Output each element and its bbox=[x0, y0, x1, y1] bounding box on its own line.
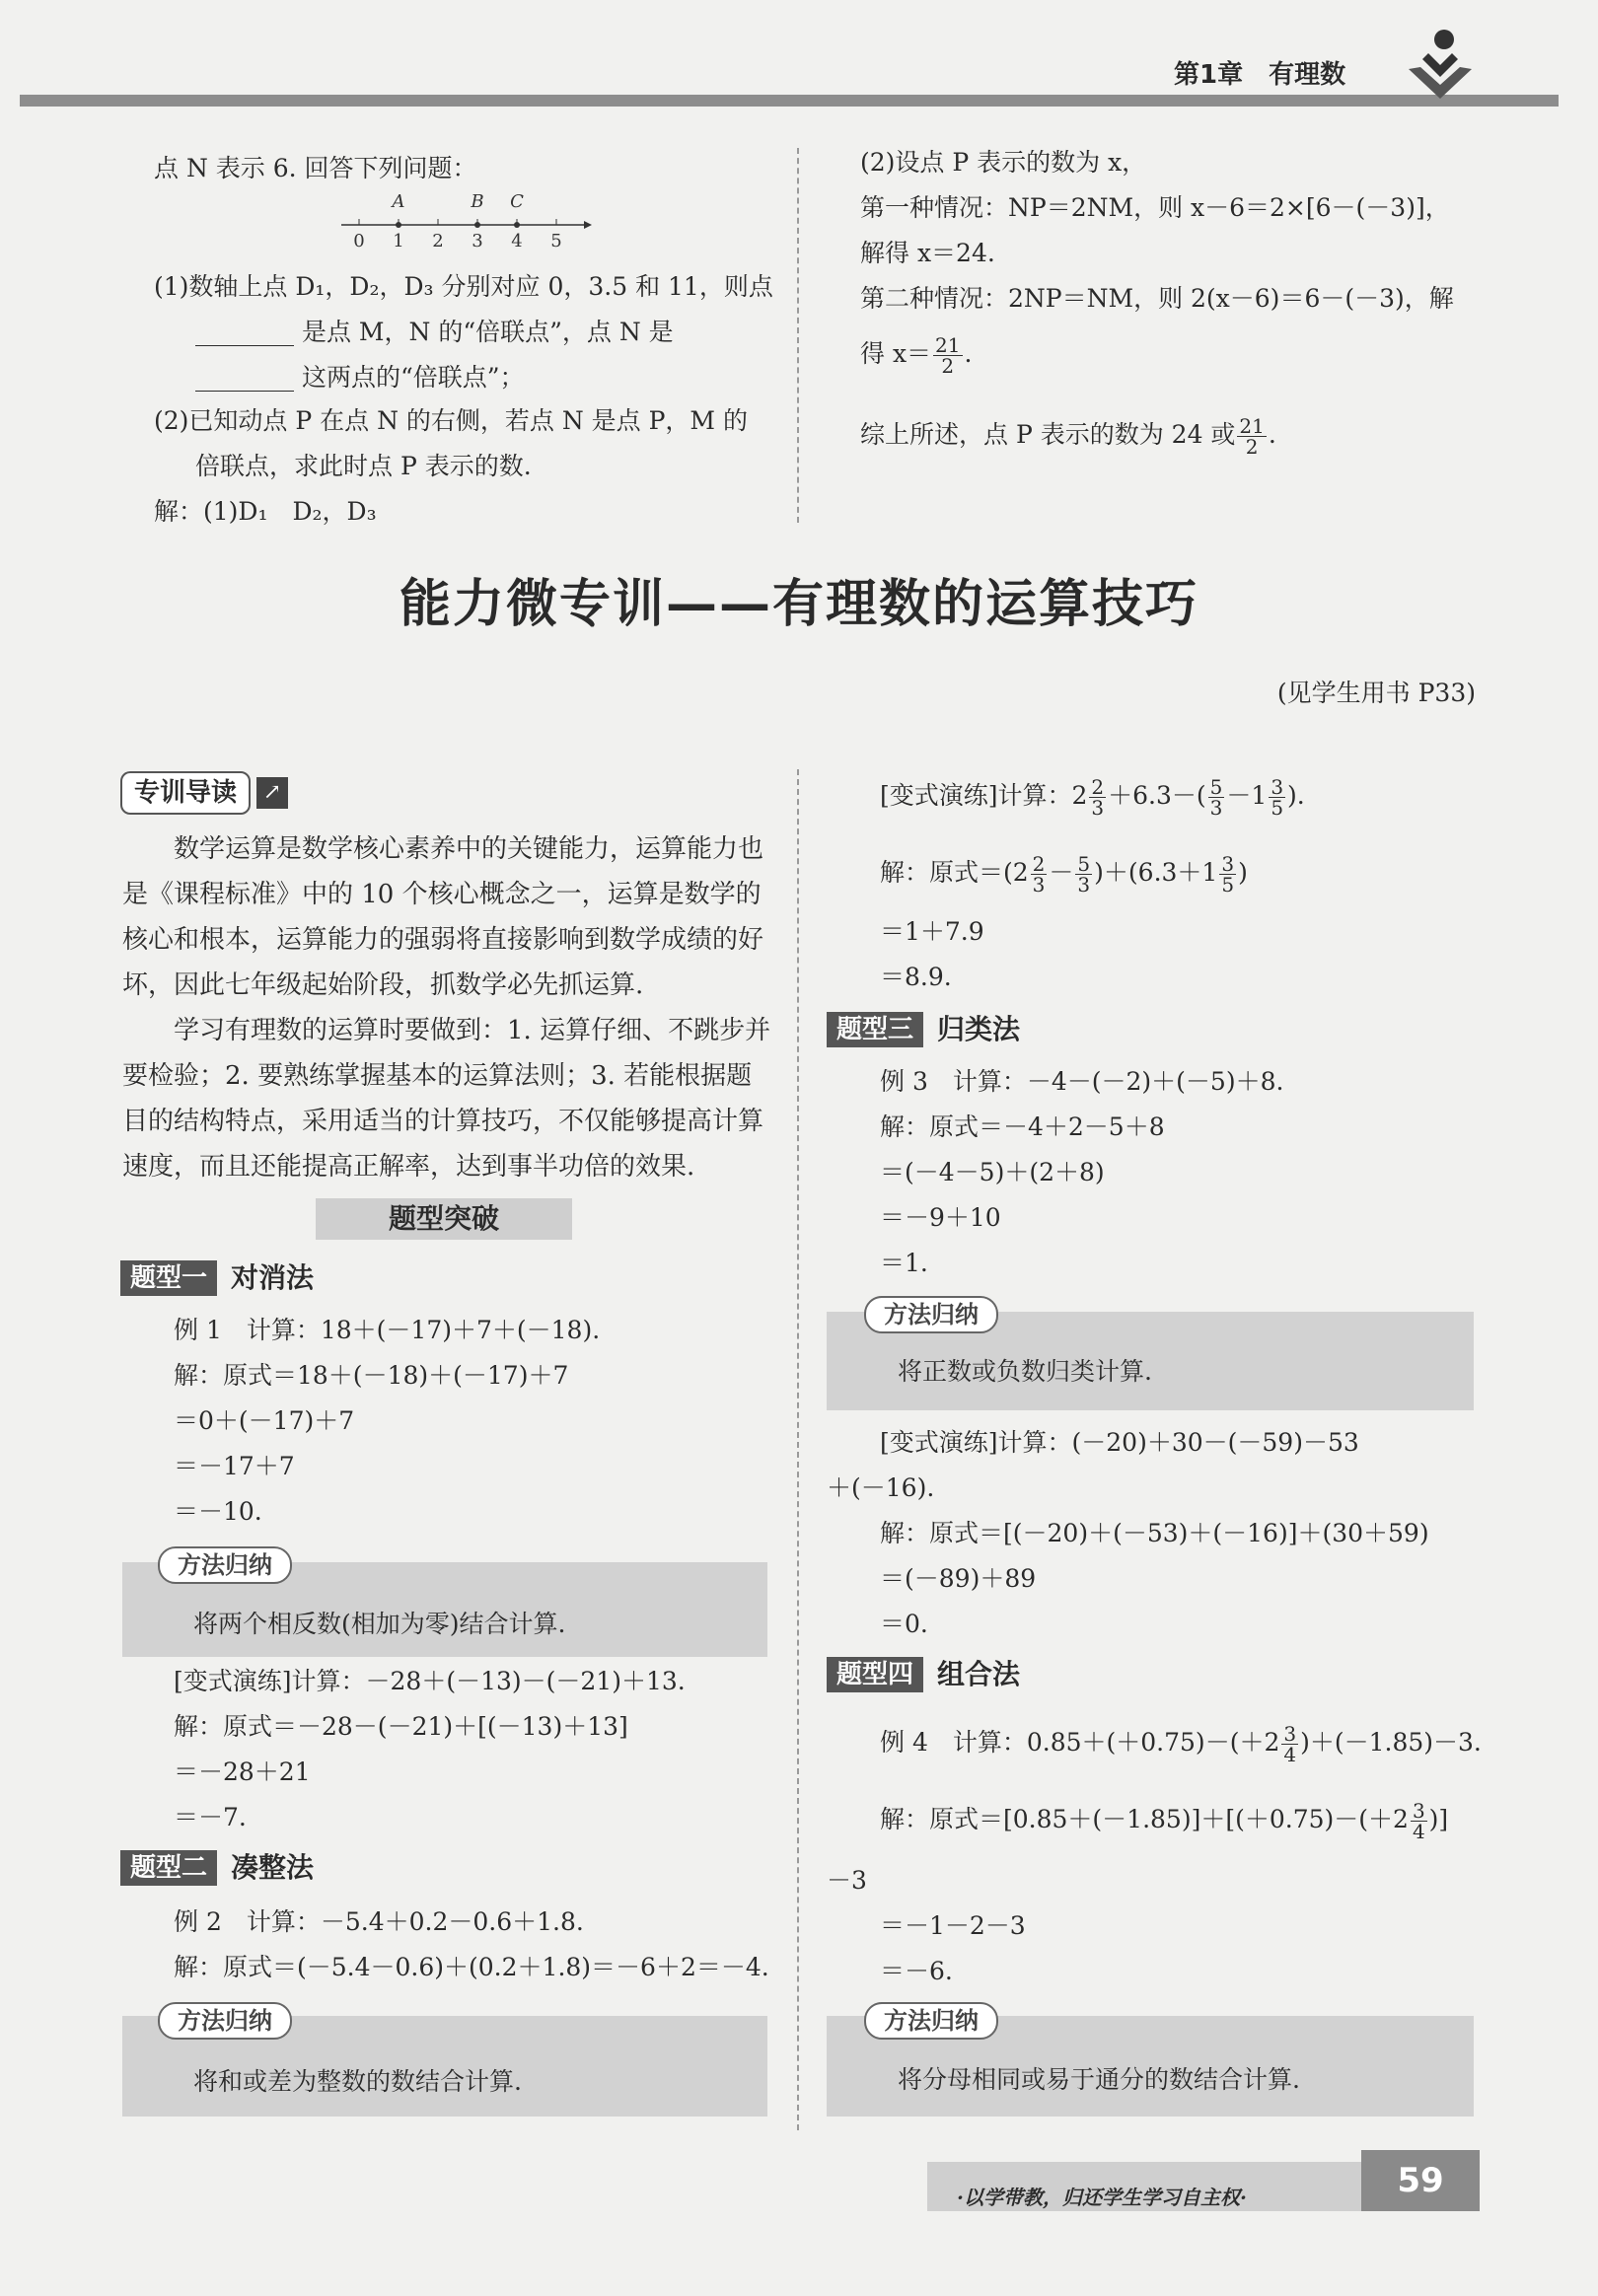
solution-line: 解：原式＝－28－(－21)＋[(－13)＋13] bbox=[174, 1712, 628, 1741]
fraction: $\frac{5}{3}$ bbox=[1209, 775, 1223, 820]
method-text: 将两个相反数(相加为零)结合计算. bbox=[193, 1610, 566, 1638]
question-2-line: 倍联点，求此时点 P 表示的数. bbox=[195, 452, 532, 480]
tick-label: 1 bbox=[393, 231, 404, 251]
tick-label: 3 bbox=[472, 231, 483, 251]
variant-exercise: ＋(－16). bbox=[827, 1473, 935, 1502]
solution-line: ＝－6. bbox=[880, 1957, 953, 1985]
solution-line: ＝0. bbox=[880, 1610, 928, 1638]
fraction: $\frac{3}{4}$ bbox=[1412, 1799, 1425, 1843]
type-3-heading bbox=[827, 1012, 1020, 1047]
solution-line: ＝(－89)＋89 bbox=[880, 1564, 1037, 1593]
number-line bbox=[335, 187, 592, 251]
section-banner: 题型突破 bbox=[316, 1198, 572, 1240]
method-tag: 方法归纳 bbox=[864, 2002, 998, 2040]
tick-label: 5 bbox=[550, 231, 562, 251]
intro-tag-group bbox=[120, 771, 288, 815]
tick-label: 2 bbox=[432, 231, 444, 251]
fraction: $\frac{21}{2}$ bbox=[935, 333, 961, 378]
variant-exercise: [变式演练]计算：－28＋(－13)－(－21)＋13. bbox=[174, 1667, 686, 1695]
solution-line: 解：原式＝(－5.4－0.6)＋(0.2＋1.8)＝－6＋2＝－4. bbox=[174, 1953, 769, 1981]
point-label: A bbox=[392, 191, 405, 212]
variant-exercise: [变式演练]计算：2 $\frac{2}{3}$ ＋6.3－( $\frac{5}{3}$ －1 $\frac{3}{5}$ ). bbox=[880, 775, 1305, 820]
answer-2-line: (2)设点 P 表示的数为 x， bbox=[860, 148, 1147, 177]
method-text: 将正数或负数归类计算. bbox=[898, 1357, 1152, 1386]
point-label: B bbox=[471, 191, 484, 212]
example-3: 例 3 计算：－4－(－2)＋(－5)＋8. bbox=[880, 1067, 1284, 1096]
solution-line: 解：原式＝[(－20)＋(－53)＋(－16)]＋(30＋59) bbox=[880, 1519, 1429, 1547]
solution-line: ＝1. bbox=[880, 1249, 928, 1277]
intro-paragraph-2: 学习有理数的运算时要做到：1. 运算仔细、不跳步并要检验；2. 要熟练掌握基本的运算法则；3. 若能根据题目的结构特点，采用适当的计算技巧，不仅能够提高计算速度，而且还能提高正解率，达到事半功倍的效果. bbox=[122, 1016, 771, 1182]
fraction: $\frac{3}{4}$ bbox=[1283, 1722, 1297, 1766]
solution-line: 解：原式＝(2 $\frac{2}{3}$ － $\frac{5}{3}$ )＋(6.3＋1 $\frac{3}{5}$ ) bbox=[880, 852, 1248, 897]
example-4: 例 4 计算：0.85＋(＋0.75)－(＋2 $\frac{3}{4}$ )＋(－1.85)－3. bbox=[880, 1722, 1482, 1766]
top-column-divider bbox=[797, 148, 799, 523]
intro-line: 点 N 表示 6. 回答下列问题： bbox=[154, 154, 477, 182]
solution-line: ＝0＋(－17)＋7 bbox=[174, 1406, 355, 1435]
variant-exercise: [变式演练]计算：(－20)＋30－(－59)－53 bbox=[880, 1428, 1359, 1457]
method-tag: 方法归纳 bbox=[864, 1296, 998, 1333]
tick-label: 4 bbox=[511, 231, 523, 251]
intro-tag: 专训导读 bbox=[120, 771, 251, 815]
type-2-heading bbox=[120, 1850, 314, 1886]
type-badge: 题型一 bbox=[120, 1260, 217, 1296]
answer-2-line: 第一种情况：NP＝2NM，则 x－6＝2×[6－(－3)]， bbox=[860, 193, 1450, 222]
solution-line: ＝－1－2－3 bbox=[880, 1911, 1026, 1940]
solution-line: ＝8.9. bbox=[880, 963, 952, 991]
example-2: 例 2 计算：－5.4＋0.2－0.6＋1.8. bbox=[174, 1907, 584, 1936]
answer-2-line: 得 x＝ $\frac{21}{2}$ . bbox=[860, 333, 973, 378]
solution-line: －3 bbox=[827, 1866, 867, 1895]
tick-label: 0 bbox=[353, 231, 365, 251]
solution-line: ＝－7. bbox=[174, 1803, 247, 1831]
answer-1: 解：(1)D₁ D₂，D₃ bbox=[154, 497, 377, 526]
fraction: $\frac{3}{5}$ bbox=[1221, 852, 1235, 897]
solution-line: ＝(－4－5)＋(2＋8) bbox=[880, 1158, 1105, 1186]
arrow-icon: ↗ bbox=[256, 777, 288, 809]
answer-2-line: 解得 x＝24. bbox=[860, 239, 995, 267]
solution-line: ＝－10. bbox=[174, 1497, 262, 1526]
method-tag: 方法归纳 bbox=[158, 1546, 292, 1584]
question-1-line: ________ 这两点的“倍联点”； bbox=[195, 363, 525, 392]
fraction: $\frac{21}{2}$ bbox=[1239, 414, 1265, 459]
method-tag: 方法归纳 bbox=[158, 2002, 292, 2040]
page-number: 59 bbox=[1361, 2150, 1480, 2211]
answer-2-conclusion: 综上所述，点 P 表示的数为 24 或 $\frac{21}{2}$ . bbox=[860, 414, 1276, 459]
type-name: 对消法 bbox=[231, 1261, 315, 1294]
header-bar bbox=[20, 95, 1559, 107]
type-name: 组合法 bbox=[937, 1658, 1021, 1690]
type-1-heading bbox=[120, 1260, 314, 1296]
main-column-divider bbox=[797, 769, 799, 2130]
type-badge: 题型四 bbox=[827, 1657, 923, 1692]
book-logo-icon bbox=[1401, 20, 1480, 108]
type-name: 归类法 bbox=[937, 1013, 1021, 1045]
reference-note: (见学生用书 P33) bbox=[1276, 679, 1476, 707]
question-1-line: ________ 是点 M，N 的“倍联点”，点 N 是 bbox=[195, 318, 674, 346]
solution-line: 解：原式＝－4＋2－5＋8 bbox=[880, 1112, 1165, 1141]
page-title: 能力微专训——有理数的运算技巧 bbox=[399, 575, 1198, 634]
question-1-line: (1)数轴上点 D₁，D₂，D₃ 分别对应 0，3.5 和 11，则点 bbox=[154, 272, 773, 301]
footer-slogan: ·以学带教，归还学生学习自主权· bbox=[957, 2186, 1247, 2209]
chapter-title: 第1章 有理数 bbox=[1174, 60, 1346, 90]
method-text: 将和或差为整数的数结合计算. bbox=[193, 2067, 522, 2096]
solution-line: ＝－28＋21 bbox=[174, 1758, 311, 1786]
type-badge: 题型三 bbox=[827, 1012, 923, 1047]
method-text: 将分母相同或易于通分的数结合计算. bbox=[898, 2065, 1300, 2094]
solution-line: 解：原式＝18＋(－18)＋(－17)＋7 bbox=[174, 1361, 569, 1390]
fraction: $\frac{3}{5}$ bbox=[1271, 775, 1284, 820]
fraction: $\frac{2}{3}$ bbox=[1091, 775, 1105, 820]
type-4-heading bbox=[827, 1657, 1020, 1692]
question-2-line: (2)已知动点 P 在点 N 的右侧，若点 N 是点 P，M 的 bbox=[154, 406, 748, 435]
solution-line: ＝－17＋7 bbox=[174, 1452, 295, 1480]
fraction: $\frac{5}{3}$ bbox=[1077, 852, 1091, 897]
point-label: C bbox=[510, 191, 524, 212]
fraction: $\frac{2}{3}$ bbox=[1032, 852, 1046, 897]
intro-paragraph-1: 数学运算是数学核心素养中的关键能力，运算能力也是《课程标准》中的 10 个核心概念之一，运算是数学的核心和根本，运算能力的强弱将直接影响到数学成绩的好坏，因此七年级起始阶段，抓数学必先抓运算. bbox=[122, 834, 764, 1000]
example-1: 例 1 计算：18＋(－17)＋7＋(－18). bbox=[174, 1316, 601, 1344]
solution-line: ＝1＋7.9 bbox=[880, 917, 984, 946]
solution-line: 解：原式＝[0.85＋(－1.85)]＋[(＋0.75)－(＋2 $\frac{3}{4}$ )] bbox=[880, 1799, 1449, 1843]
type-badge: 题型二 bbox=[120, 1850, 217, 1886]
answer-2-line: 第二种情况：2NP＝NM，则 2(x－6)＝6－(－3)，解 bbox=[860, 284, 1454, 313]
solution-line: ＝－9＋10 bbox=[880, 1203, 1001, 1232]
type-name: 凑整法 bbox=[231, 1851, 315, 1884]
